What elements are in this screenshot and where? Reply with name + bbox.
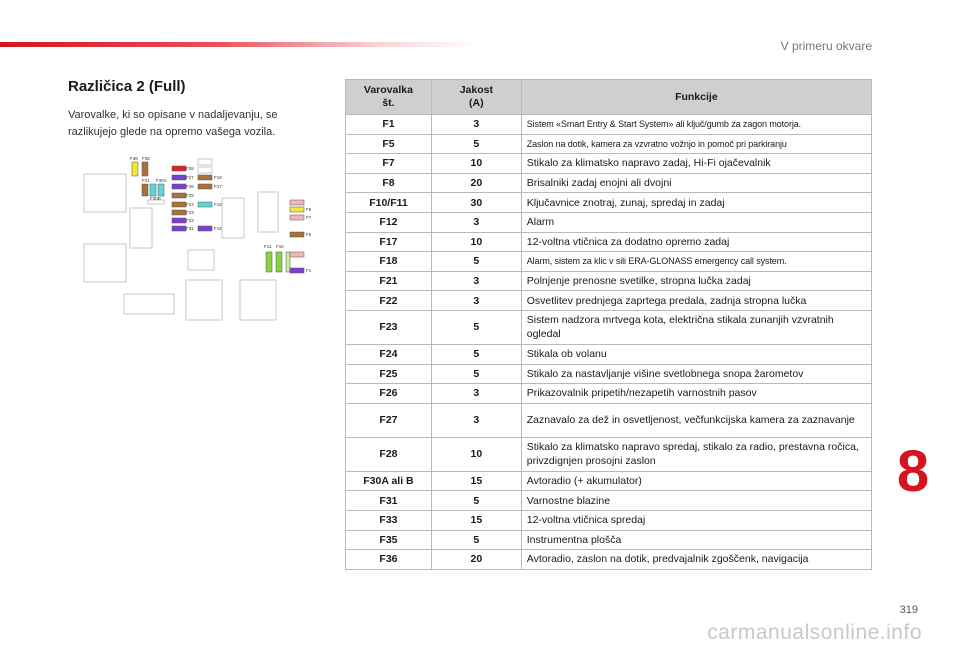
label-f1: F1: [306, 268, 312, 273]
cell-amp: 10: [431, 437, 521, 471]
cell-fuse: F28: [346, 437, 432, 471]
cell-function: Sistem nadzora mrtvega kota, električna stikala zunanjih vzvratnih ogledal: [521, 310, 871, 344]
fuse-f11: [266, 252, 272, 272]
cell-fuse: F8: [346, 173, 432, 193]
label-f22: F22: [186, 218, 194, 223]
table-row: [346, 193, 872, 213]
fuse-slot: [286, 252, 290, 272]
col-header-fuse-label: Varovalka št.: [363, 84, 413, 109]
cell-fuse: F23: [346, 310, 432, 344]
label-f25: F25: [186, 193, 194, 198]
fuse-f27: [172, 175, 186, 180]
table-header-row: [346, 80, 872, 115]
fuse-f24: [172, 202, 186, 207]
cell-fuse: F21: [346, 271, 432, 291]
label-f7: F7: [306, 215, 312, 220]
cell-fuse: F10/F11: [346, 193, 432, 213]
col-header-fuse: [346, 80, 432, 115]
cell-amp: 15: [431, 471, 521, 491]
header-accent-bar: [0, 42, 480, 47]
section-title: Različica 2 (Full): [68, 78, 186, 95]
cell-function: Varnostne blazine: [521, 491, 871, 511]
table-row: [346, 291, 872, 311]
table-row: [346, 252, 872, 272]
cell-fuse: F24: [346, 344, 432, 364]
diagram-relay-block: [240, 280, 276, 320]
diagram-relay-block: [258, 192, 278, 232]
table-row: [346, 550, 872, 570]
diagram-relay-block: [84, 174, 126, 212]
fuse-f12: [198, 226, 212, 231]
cell-amp: 3: [431, 291, 521, 311]
cell-fuse: F18: [346, 252, 432, 272]
cell-function: 12-voltna vtičnica za dodatno opremo zadaj: [521, 232, 871, 252]
cell-function: Zaznavalo za dež in osvetljenost, večfunkcijska kamera za zaznavanje: [521, 403, 871, 437]
cell-amp: 3: [431, 271, 521, 291]
fuse-f26: [172, 184, 186, 189]
fuse-f18: [198, 175, 212, 180]
fuse-f1: [290, 268, 304, 273]
fuse-slot: [290, 200, 304, 205]
table-row: [346, 212, 872, 232]
cell-amp: 5: [431, 134, 521, 154]
label-f5: F5: [306, 232, 312, 237]
label-f24: F24: [186, 202, 194, 207]
cell-amp: 5: [431, 530, 521, 550]
fuse-f17: [198, 184, 212, 189]
label-f36: F36: [130, 156, 138, 161]
label-f8: F8: [306, 207, 312, 212]
table-row: [346, 491, 872, 511]
fuse-f30b: [158, 184, 164, 196]
cell-fuse: F36: [346, 550, 432, 570]
cell-amp: 10: [431, 154, 521, 174]
cell-function: Stikala ob volanu: [521, 344, 871, 364]
table-row: [346, 310, 872, 344]
label-f31: F31: [186, 226, 194, 231]
fuse-f28: [172, 166, 186, 171]
col-header-func: Funkcije: [521, 80, 871, 115]
table-row: [346, 364, 872, 384]
label-f10: F10: [276, 244, 284, 249]
cell-amp: 3: [431, 212, 521, 232]
table-row: [346, 471, 872, 491]
diagram-relay-block: [130, 208, 152, 248]
cell-fuse: F26: [346, 384, 432, 404]
cell-amp: 3: [431, 115, 521, 135]
label-f11: F11: [264, 244, 272, 249]
diagram-relay-block: [186, 280, 222, 320]
table-row: [346, 134, 872, 154]
fuse-f36: [132, 162, 138, 176]
cell-amp: 30: [431, 193, 521, 213]
fuse-f25: [172, 193, 186, 198]
cell-function: Instrumentna plošča: [521, 530, 871, 550]
cell-amp: 5: [431, 491, 521, 511]
cell-amp: 10: [431, 232, 521, 252]
fuse-f30a: [150, 184, 156, 196]
cell-amp: 3: [431, 384, 521, 404]
cell-fuse: F17: [346, 232, 432, 252]
label-f18: F18: [214, 175, 222, 180]
table-row: [346, 530, 872, 550]
cell-function: Sistem «Smart Entry & Start System» ali ključ/gumb za zagon motorja.: [521, 115, 871, 135]
cell-amp: 5: [431, 310, 521, 344]
table-row: [346, 403, 872, 437]
fuse-f7: [290, 215, 304, 220]
cell-fuse: F5: [346, 134, 432, 154]
col-header-amp-label: Jakost (A): [459, 84, 493, 109]
diagram-relay-block: [222, 198, 244, 238]
cell-function: Osvetlitev prednjega zaprtega predala, zadnja stropna lučka: [521, 291, 871, 311]
label-f30b: F30B: [150, 196, 161, 201]
label-f30a: F30A: [156, 178, 167, 183]
cell-amp: 20: [431, 550, 521, 570]
cell-fuse: F12: [346, 212, 432, 232]
label-f27: F27: [186, 175, 194, 180]
cell-amp: 15: [431, 510, 521, 530]
cell-function: Stikalo za nastavljanje višine svetlobnega snopa žarometov: [521, 364, 871, 384]
table-row: [346, 154, 872, 174]
fuse-f23: [172, 210, 186, 215]
label-f17: F17: [214, 184, 222, 189]
label-f21: F21: [142, 178, 150, 183]
cell-fuse: F31: [346, 491, 432, 511]
cell-function: Brisalniki zadaj enojni ali dvojni: [521, 173, 871, 193]
cell-function: Prikazovalnik pripetih/nezapetih varnostnih pasov: [521, 384, 871, 404]
table-row: [346, 173, 872, 193]
chapter-number: 8: [896, 439, 930, 504]
label-f26: F26: [186, 184, 194, 189]
table-row: [346, 115, 872, 135]
cell-amp: 3: [431, 403, 521, 437]
label-f12: F12: [214, 226, 222, 231]
fuse-f21: [142, 184, 148, 196]
fuse-f5: [290, 232, 304, 237]
cell-function: Zaslon na dotik, kamera za vzvratno vožnjo in pomoč pri parkiranju: [521, 134, 871, 154]
fuse-box-diagram: [80, 152, 320, 332]
table-row: [346, 510, 872, 530]
fuse-f35: [142, 162, 148, 176]
cell-function: Ključavnice znotraj, zunaj, spredaj in zadaj: [521, 193, 871, 213]
cell-fuse: F1: [346, 115, 432, 135]
cell-amp: 5: [431, 364, 521, 384]
cell-fuse: F35: [346, 530, 432, 550]
diagram-empty-slot: [198, 159, 212, 165]
cell-function: Alarm: [521, 212, 871, 232]
cell-fuse: F27: [346, 403, 432, 437]
cell-function: 12-voltna vtičnica spredaj: [521, 510, 871, 530]
fuse-slot: [290, 252, 304, 257]
table-row: [346, 437, 872, 471]
fuse-f10: [276, 252, 282, 272]
table-row: [346, 344, 872, 364]
chapter-title: V primeru okvare: [780, 39, 872, 53]
chapter-number-badge: [888, 439, 938, 504]
cell-amp: 20: [431, 173, 521, 193]
cell-amp: 5: [431, 252, 521, 272]
table-row: [346, 232, 872, 252]
table-row: [346, 384, 872, 404]
fuse-f22: [172, 218, 186, 223]
cell-fuse: F33: [346, 510, 432, 530]
label-f35: F35: [142, 156, 150, 161]
diagram-empty-slot: [198, 167, 212, 173]
cell-function: Stikalo za klimatsko napravo spredaj, stikalo za radio, prestavna ročica, privzdignjen prosojni zaslon: [521, 437, 871, 471]
cell-function: Polnjenje prenosne svetilke, stropna lučka zadaj: [521, 271, 871, 291]
fuse-f15: [198, 202, 212, 207]
col-header-amp: [431, 80, 521, 115]
cell-fuse: F22: [346, 291, 432, 311]
intro-text: Varovalke, ki so opisane v nadaljevanju, se razlikujejo glede na opremo vašega vozila.: [68, 109, 278, 138]
fuse-f8: [290, 207, 304, 212]
page-number: 319: [899, 604, 918, 616]
table-row: [346, 271, 872, 291]
cell-fuse: F30A ali B: [346, 471, 432, 491]
cell-function: Alarm, sistem za klic v sili ERA-GLONASS emergency call system.: [521, 252, 871, 272]
diagram-relay-block: [124, 294, 174, 314]
label-f28: F28: [186, 166, 194, 171]
cell-amp: 5: [431, 344, 521, 364]
label-f23: F23: [186, 210, 194, 215]
diagram-relay-block: [84, 244, 126, 282]
label-f15: F15: [214, 202, 222, 207]
watermark: carmanualsonline.info: [707, 621, 922, 644]
fuse-f31: [172, 226, 186, 231]
cell-fuse: F7: [346, 154, 432, 174]
cell-function: Avtoradio (+ akumulator): [521, 471, 871, 491]
fuse-table: [345, 79, 872, 570]
cell-function: Avtoradio, zaslon na dotik, predvajalnik zgoščenk, navigacija: [521, 550, 871, 570]
cell-fuse: F25: [346, 364, 432, 384]
cell-function: Stikalo za klimatsko napravo zadaj, Hi-Fi ojačevalnik: [521, 154, 871, 174]
diagram-relay-block: [188, 250, 214, 270]
